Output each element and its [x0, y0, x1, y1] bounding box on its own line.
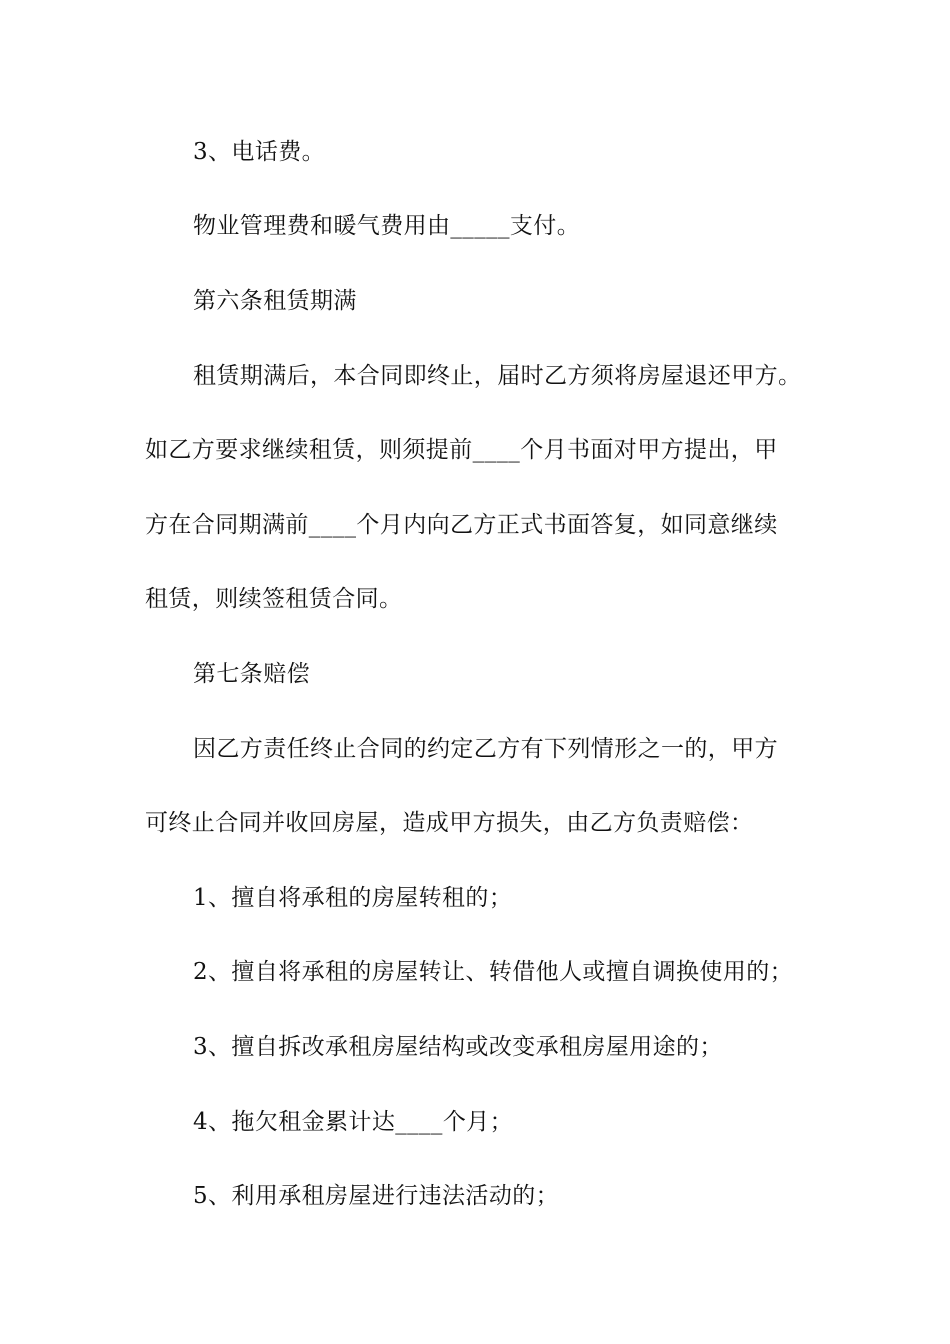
list-item-3: 3、擅自拆改承租房屋结构或改变承租房屋用途的； [193, 1034, 723, 1060]
article-6-paragraph-line-2: 如乙方要求继续租赁，则须提前____个月书面对甲方提出，甲 [145, 437, 778, 463]
list-item-5: 5、利用承租房屋进行违法活动的； [193, 1183, 560, 1209]
item-telephone-fee: 3、电话费。 [193, 139, 326, 165]
article-7-paragraph-line-2: 可终止合同并收回房屋，造成甲方损失，由乙方负责赔偿： [145, 810, 754, 836]
article-6-heading: 第六条租赁期满 [193, 288, 357, 314]
article-6-paragraph-line-1: 租赁期满后，本合同即终止，届时乙方须将房屋退还甲方。 [193, 363, 802, 389]
list-item-4: 4、拖欠租金累计达____个月； [193, 1109, 514, 1135]
list-item-2: 2、擅自将承租的房屋转让、转借他人或擅自调换使用的； [193, 959, 794, 985]
article-6-paragraph-line-4: 租赁，则续签租赁合同。 [145, 586, 403, 612]
article-7-heading: 第七条赔偿 [193, 661, 310, 687]
article-7-paragraph-line-1: 因乙方责任终止合同的约定乙方有下列情形之一的，甲方 [193, 736, 778, 762]
article-6-paragraph-line-3: 方在合同期满前____个月内向乙方正式书面答复，如同意继续 [145, 512, 778, 538]
property-heating-fee-clause: 物业管理费和暖气费用由_____支付。 [193, 213, 581, 239]
list-item-1: 1、擅自将承租的房屋转租的； [193, 885, 513, 911]
